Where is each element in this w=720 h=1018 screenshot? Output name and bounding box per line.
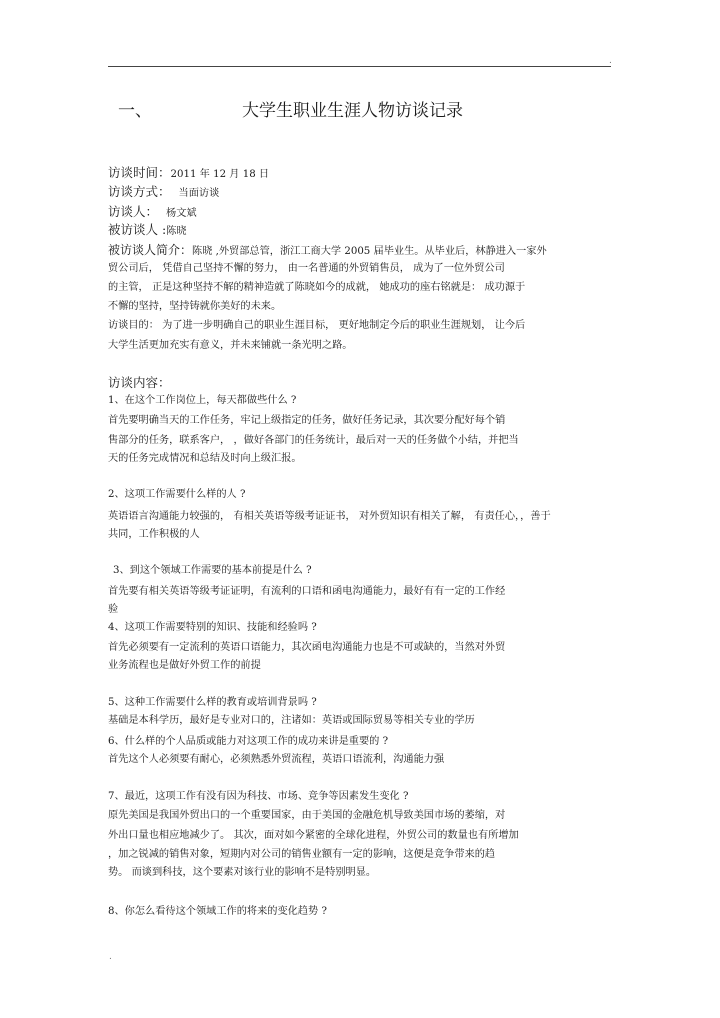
answer-line: 业务流程也是做好外贸工作的前提 <box>108 660 261 671</box>
answer-line: ，加之锐减的销售对象，短期内对公司的销售业额有一定的影响，这便是竞争带来的趋 <box>108 849 496 860</box>
interviewer-label: 访谈人： <box>108 204 159 219</box>
question-line: 1、在这个工作岗位上，每天都做些什么 ? <box>108 395 297 406</box>
interview-method-label: 访谈方式： <box>108 184 171 199</box>
interview-method-value: 当面访谈 <box>178 188 220 199</box>
interviewer-value: 杨文斌 <box>166 208 197 219</box>
interview-purpose-line: 访谈目的： 为了进一步明确自己的职业生涯目标， 更好地制定今后的职业生涯规划， 让今后 <box>108 320 526 331</box>
answer-line: 首先必须要有一定流利的英语口语能力，其次函电沟通能力也是不可或缺的，当然对外贸 <box>108 642 506 653</box>
answer-line: 外出口量也相应地减少了。 其次，面对如今紧密的全球化进程，外贸公司的数量也有所增加 <box>108 830 519 841</box>
interviewee-intro-line: 贸公司后， 凭借自己坚持不懈的努力， 由一名普通的外贸销售员， 成为了一位外贸公司 <box>108 263 505 274</box>
answer-line: 首先这个人必须要有耐心，必须熟悉外贸流程，英语口语流利，沟通能力强 <box>108 754 445 765</box>
interviewee-intro-line: 不懈的坚持，坚持铸就你美好的未来。 <box>108 301 282 312</box>
interviewee-intro-line: 陈晓 ,外贸部总管，浙江工商大学 2005 届毕业生。从毕业后，林静进入一家外 <box>192 246 547 257</box>
answer-line: 共同，工作积极的人 <box>108 529 200 540</box>
interviewee-intro-line: 的主管， 正是这种坚持不解的精神造就了陈晓如今的成就， 她成功的座右铭就是： 成功源于 <box>108 282 526 293</box>
interviewee-intro-row <box>108 243 547 259</box>
question-line: 3、到这个领域工作需要的基本前提是什么 ? <box>113 565 312 576</box>
answer-line: 原先美国是我国外贸出口的一个重要国家，由于美国的金融危机导致美国市场的萎缩，对 <box>108 810 506 821</box>
answer-line: 英语语言沟通能力较强的， 有相关英语等级考证证书， 对外贸知识有相关了解， 有责任心，，善于 <box>108 511 551 522</box>
interview-time-label: 访谈时间： <box>108 165 171 180</box>
answer-line: 势。 而谈到科技，这个要素对该行业的影响不是特别明显。 <box>108 867 377 878</box>
question-line: 7、最近，这项工作有没有因为科技、市场、竞争等因素发生变化 ? <box>108 791 409 802</box>
answer-line: 首先要有相关英语等级考证证明，有流利的口语和函电沟通能力，最好有有一定的工作经 <box>108 586 506 597</box>
question-line: 5、这种工作需要什么样的教育或培训背景吗 ? <box>108 697 317 708</box>
interview-time-value: 2011 年 12 月 18 日 <box>170 169 270 180</box>
question-line: 6、什么样的个人品质或能力对这项工作的成功来讲是重要的 ? <box>108 736 389 747</box>
content-heading: 访谈内容： <box>108 375 171 390</box>
interviewee-value: 陈晓 <box>166 226 187 237</box>
interview-purpose-line: 大学生活更加充实有意义，并未来铺就一条光明之路。 <box>108 340 353 351</box>
title-number: 一、 <box>118 101 152 121</box>
interviewee-row <box>108 223 187 239</box>
interviewer-row <box>108 205 197 221</box>
answer-line: 天的任务完成情况和总结及时向上级汇报。 <box>108 453 302 464</box>
footer-mark: . <box>109 952 112 962</box>
answer-line: 售部分的任务，联系客户， ，做好各部门的任务统计，最后对一天的任务做个小结，并把当 <box>108 435 519 446</box>
interview-method-row <box>108 185 219 201</box>
interview-time-row <box>108 166 269 182</box>
answer-line: 首先要明确当天的工作任务，牢记上级指定的任务，做好任务记录，其次要分配好每个销 <box>108 415 506 426</box>
title-text: 大学生职业生涯人物访谈记录 <box>242 101 463 121</box>
interviewee-intro-label: 被访谈人简介： <box>108 243 193 257</box>
corner-mark: . <box>609 56 612 66</box>
answer-line: 基础是本科学历，最好是专业对口的，注诸如：英语或国际贸易等相关专业的学历 <box>108 715 475 726</box>
question-line: 4、这项工作需要特别的知识、技能和经验吗 ? <box>108 622 317 633</box>
question-line: 2、这项工作需要什么样的人 ? <box>108 489 246 500</box>
question-line: 8、你怎么看待这个领域工作的将来的变化趋势 ? <box>108 906 327 917</box>
answer-line: 验 <box>108 604 119 615</box>
header-rule <box>108 66 611 67</box>
interviewee-label: 被访谈人 : <box>108 222 167 237</box>
